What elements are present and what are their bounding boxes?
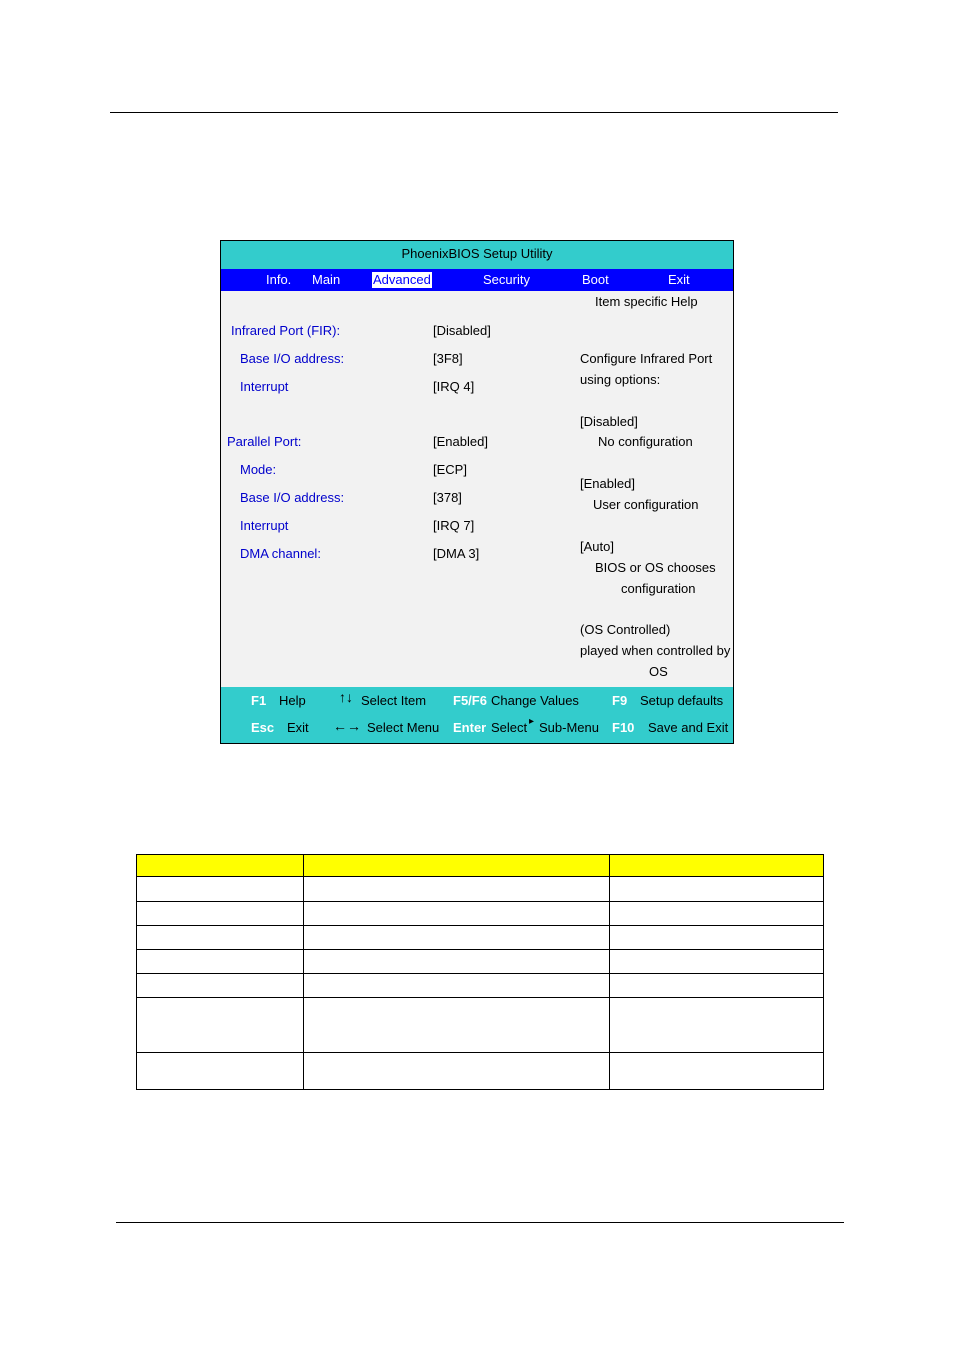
key-f1-desc: Help	[279, 693, 306, 708]
key-f5f6[interactable]: F5/F6	[453, 693, 487, 708]
key-leftright-desc: Select Menu	[367, 720, 440, 735]
help-line: [Enabled]	[580, 476, 635, 491]
setting-value-mode[interactable]: [ECP]	[433, 462, 467, 477]
table-header-row	[137, 855, 823, 877]
help-header: Item specific Help	[595, 294, 698, 309]
setting-label-infrared-port[interactable]: Infrared Port (FIR):	[231, 323, 341, 338]
key-f10-desc: Save and Exit	[648, 720, 729, 735]
setting-label-ir-base-io[interactable]: Base I/O address:	[240, 351, 345, 366]
key-esc[interactable]: Esc	[251, 720, 275, 735]
left-right-arrows-icon: ←→	[333, 718, 361, 734]
key-enter[interactable]: Enter	[453, 720, 487, 735]
setting-label-pp-interrupt[interactable]: Interrupt	[240, 518, 289, 533]
setting-value-pp-interrupt[interactable]: [IRQ 7]	[433, 518, 475, 533]
setting-value-ir-base-io[interactable]: [3F8]	[433, 351, 463, 366]
help-line: [Disabled]	[580, 414, 638, 429]
menu-tab-security[interactable]: Security	[483, 272, 530, 287]
key-f10[interactable]: F10	[612, 720, 635, 735]
table-column-divider	[609, 855, 610, 1089]
setting-label-parallel-port[interactable]: Parallel Port:	[227, 434, 302, 449]
key-f1[interactable]: F1	[251, 693, 267, 708]
key-f5f6-desc: Change Values	[491, 693, 579, 708]
help-line: Configure Infrared Port	[580, 351, 713, 366]
help-line: played when controlled by	[580, 643, 731, 658]
setting-value-infrared-port[interactable]: [Disabled]	[433, 323, 491, 338]
footer-rule	[116, 1222, 844, 1223]
setting-value-ir-interrupt[interactable]: [IRQ 4]	[433, 379, 475, 394]
key-f9-desc: Setup defaults	[640, 693, 724, 708]
bios-setup-window	[220, 240, 734, 744]
setting-label-pp-base-io[interactable]: Base I/O address:	[240, 490, 345, 505]
menu-tab-info[interactable]: Info.	[266, 272, 292, 287]
setting-value-pp-base-io[interactable]: [378]	[433, 490, 462, 505]
table-column-divider	[303, 855, 304, 1089]
key-esc-desc: Exit	[287, 720, 309, 735]
setting-value-dma-channel[interactable]: [DMA 3]	[433, 546, 480, 561]
help-line: configuration	[621, 581, 696, 596]
bios-title: PhoenixBIOS Setup Utility	[221, 241, 733, 269]
setting-label-ir-interrupt[interactable]: Interrupt	[240, 379, 289, 394]
help-line: No configuration	[598, 434, 693, 449]
help-line: (OS Controlled)	[580, 622, 671, 637]
key-submenu-desc: Sub-Menu	[539, 720, 599, 735]
table-header-cell	[610, 855, 823, 863]
table-row-divider	[137, 925, 823, 926]
up-down-arrows-icon: ↑↓	[339, 689, 353, 705]
table-row-divider	[137, 973, 823, 974]
header-rule	[110, 112, 838, 113]
help-line: [Auto]	[580, 539, 614, 554]
menu-tab-boot[interactable]: Boot	[582, 272, 609, 287]
table-row-divider	[137, 1052, 823, 1053]
submenu-triangle-icon: ▸	[529, 716, 535, 727]
help-line: OS	[649, 664, 668, 679]
settings-table	[136, 854, 824, 1090]
table-row-divider	[137, 949, 823, 950]
key-updown-desc: Select Item	[361, 693, 427, 708]
setting-value-parallel-port[interactable]: [Enabled]	[433, 434, 488, 449]
table-row-divider	[137, 901, 823, 902]
table-row-divider	[137, 997, 823, 998]
key-enter-desc: Select	[491, 720, 528, 735]
menu-tab-advanced[interactable]: Advanced	[373, 272, 431, 287]
help-line: using options:	[580, 372, 661, 387]
menu-tab-exit[interactable]: Exit	[668, 272, 690, 287]
table-header-cell	[304, 855, 609, 863]
help-line: BIOS or OS chooses	[595, 560, 716, 575]
key-legend-footer	[221, 687, 733, 743]
menu-bar	[221, 269, 733, 291]
help-line: User configuration	[593, 497, 699, 512]
key-f9[interactable]: F9	[612, 693, 628, 708]
setting-label-dma-channel[interactable]: DMA channel:	[240, 546, 321, 561]
setting-label-mode[interactable]: Mode:	[240, 462, 277, 477]
menu-tab-main[interactable]: Main	[312, 272, 341, 287]
table-header-cell	[137, 855, 303, 863]
